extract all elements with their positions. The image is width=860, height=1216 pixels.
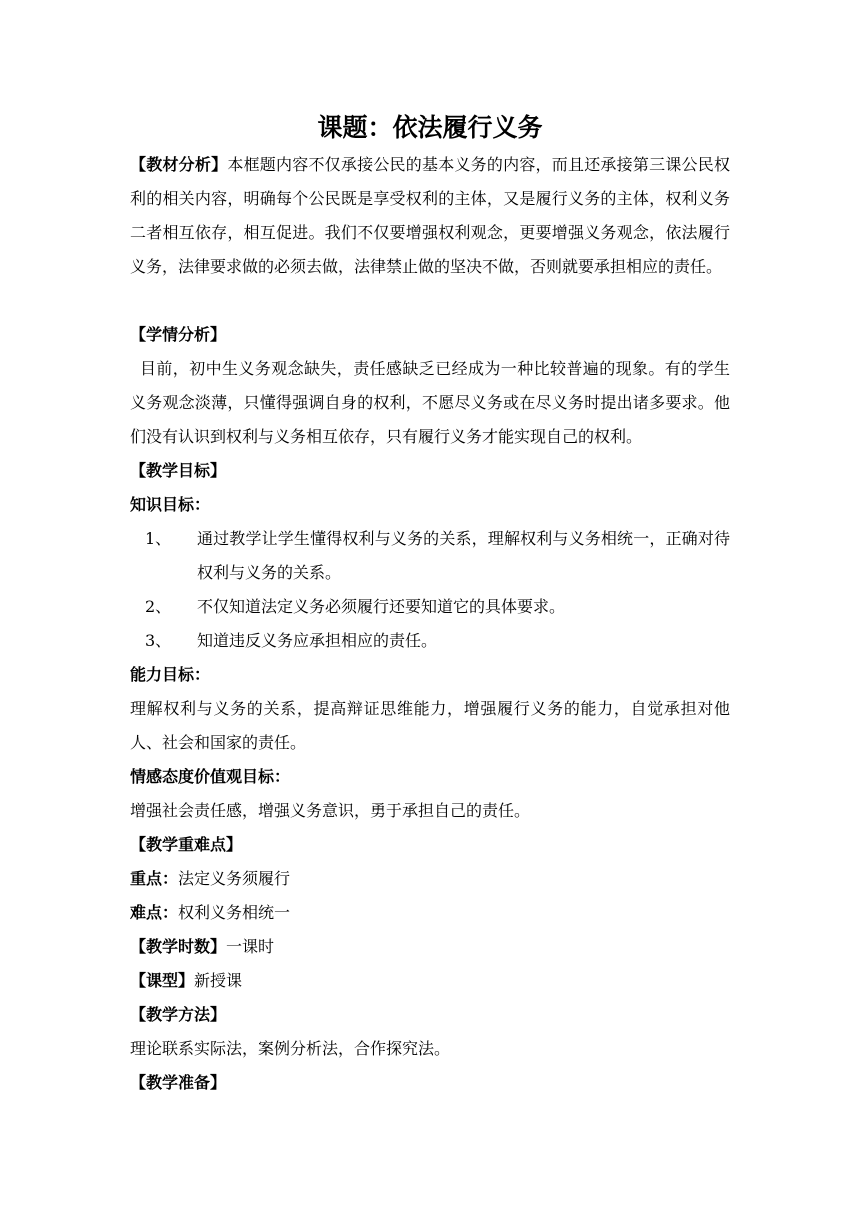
teaching-method-text: 理论联系实际法，案例分析法，合作探究法。	[130, 1039, 451, 1058]
teaching-hours-text: 一课时	[226, 937, 275, 956]
student-analysis-text: 目前，初中生义务观念缺失，责任感缺乏已经成为一种比较普遍的现象。有的学生义务观念淡薄，只懂得强调自身的权利，不愿尽义务或在尽义务时提出诸多要求。他们没有认识到权利与义务相互依存，只有履行义务才能实现自己的权利。	[130, 359, 730, 446]
teaching-hours-line	[130, 930, 730, 964]
teaching-preparation-heading: 【教学准备】	[130, 1073, 227, 1092]
knowledge-item-3	[145, 624, 730, 658]
knowledge-item-2	[145, 590, 730, 624]
ability-goals-text: 理解权利与义务的关系，提高辩证思维能力，增强履行义务的能力，自觉承担对他人、社会和国家的责任。	[130, 699, 730, 752]
key-difficult-heading: 【教学重难点】	[130, 835, 243, 854]
lesson-type-line	[130, 964, 730, 998]
lesson-type-text: 新授课	[194, 971, 243, 990]
difficult-point-text: 权利义务相统一	[178, 903, 291, 922]
page-title: 课题：依法履行义务	[317, 113, 543, 142]
knowledge-item-number: 2、	[145, 597, 172, 616]
key-point-text: 法定义务须履行	[178, 869, 291, 888]
teaching-goals-heading: 【教学目标】	[130, 461, 227, 480]
knowledge-item-text: 通过教学让学生懂得权利与义务的关系，理解权利与义务相统一，正确对待权利与义务的关系。	[197, 529, 730, 582]
key-point-line	[130, 862, 730, 896]
knowledge-item-number: 1、	[145, 529, 172, 548]
lesson-type-heading: 【课型】	[130, 971, 195, 990]
difficult-point-label: 难点：	[130, 903, 179, 922]
textbook-analysis-text: 本框题内容不仅承接公民的基本义务的内容，而且还承接第三课公民权利的相关内容，明确每个公民既是享受权利的主体，又是履行义务的主体，权利义务二者相互依存，相互促进。我们不仅要增强权利观念，更要增强义务观念，依法履行义务，法律要求做的必须去做，法律禁止做的坚决不做，否则就要承担相应的责任。	[130, 155, 730, 276]
key-point-label: 重点：	[130, 869, 179, 888]
knowledge-item-1	[145, 522, 730, 590]
student-analysis-heading: 【学情分析】	[130, 325, 227, 344]
teaching-hours-heading: 【教学时数】	[130, 937, 227, 956]
emotion-goals-text: 增强社会责任感，增强义务意识，勇于承担自己的责任。	[130, 801, 531, 820]
difficult-point-line	[130, 896, 730, 930]
knowledge-goals-heading: 知识目标：	[130, 495, 211, 514]
teaching-method-heading: 【教学方法】	[130, 1005, 227, 1024]
knowledge-item-text: 不仅知道法定义务必须履行还要知道它的具体要求。	[197, 597, 566, 616]
emotion-goals-heading: 情感态度价值观目标：	[130, 767, 291, 786]
textbook-analysis-heading: 【教材分析】	[130, 155, 228, 174]
ability-goals-heading: 能力目标：	[130, 665, 211, 684]
textbook-analysis-paragraph	[130, 148, 730, 284]
knowledge-item-number: 3、	[145, 631, 172, 650]
knowledge-item-text: 知道违反义务应承担相应的责任。	[197, 631, 438, 650]
